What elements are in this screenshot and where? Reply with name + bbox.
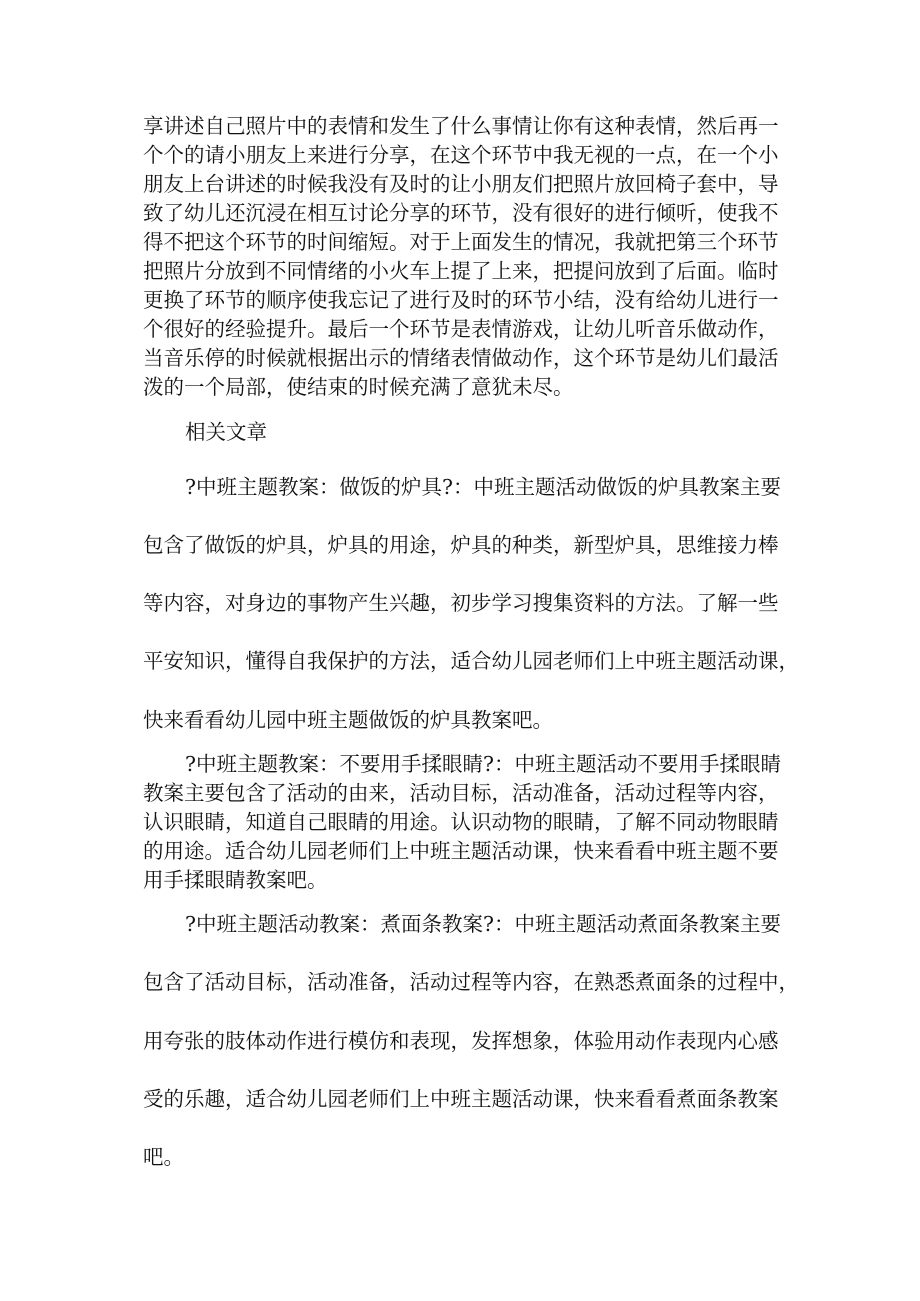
related-article-1-line: 快来看看幼儿园中班主题做饭的炉具教案吧。 [143,708,553,732]
related-article-3-line: 受的乐趣，适合幼儿园老师们上中班主题活动课，快来看看煮面条教案 [143,1087,779,1111]
related-article-2-line: 的用途。适合幼儿园老师们上中班主题活动课，快来看看中班主题不要 [143,839,779,863]
related-article-2-line: 认识眼睛，知道自己眼睛的用途。认识动物的眼睛，了解不同动物眼睛 [143,810,779,834]
related-articles-heading: 相关文章 [185,420,267,444]
paragraph-1-line: 享讲述自己照片中的表情和发生了什么事情让你有这种表情，然后再一 [143,114,779,138]
related-article-3-line: ?中班主题活动教案：煮面条教案?：中班主题活动煮面条教案主要 [185,912,781,936]
paragraph-1-line: 个很好的经验提升。最后一个环节是表情游戏，让幼儿听音乐做动作， [143,317,779,341]
related-article-2-line: ?中班主题教案：不要用手揉眼睛?：中班主题活动不要用手揉眼睛 [185,752,781,776]
related-article-1-line: 平安知识，懂得自我保护的方法，适合幼儿园老师们上中班主题活动课， [143,649,799,673]
related-article-2-line: 教案主要包含了活动的由来，活动目标，活动准备，活动过程等内容， [143,781,779,805]
related-article-2-line: 用手揉眼睛教案吧。 [143,868,328,892]
paragraph-1-line: 泼的一个局部，使结束的时候充满了意犹未尽。 [143,375,574,399]
paragraph-1-line: 朋友上台讲述的时候我没有及时的让小朋友们把照片放回椅子套中，导 [143,172,779,196]
paragraph-1-line: 更换了环节的顺序使我忘记了进行及时的环节小结，没有给幼儿进行一 [143,288,779,312]
paragraph-1-line: 个个的请小朋友上来进行分享，在这个环节中我无视的一点，在一个小 [143,143,779,167]
related-article-1-line: ?中班主题教案：做饭的炉具?：中班主题活动做饭的炉具教案主要 [185,475,781,499]
related-article-3-line: 包含了活动目标，活动准备，活动过程等内容，在熟悉煮面条的过程中， [143,970,799,994]
related-article-3-line: 用夸张的肢体动作进行模仿和表现，发挥想象，体验用动作表现内心感 [143,1029,779,1053]
related-article-1-line: 等内容，对身边的事物产生兴趣，初步学习搜集资料的方法。了解一些 [143,591,779,615]
paragraph-1-line: 把照片分放到不同情绪的小火车上提了上来，把提问放到了后面。临时 [143,259,779,283]
related-article-3-line: 吧。 [143,1145,184,1169]
related-article-1-line: 包含了做饭的炉具，炉具的用途，炉具的种类，新型炉具，思维接力棒 [143,533,779,557]
paragraph-1-line: 得不把这个环节的时间缩短。对于上面发生的情况，我就把第三个环节 [143,230,779,254]
paragraph-1-line: 当音乐停的时候就根据出示的情绪表情做动作，这个环节是幼儿们最活 [143,346,779,370]
paragraph-1-line: 致了幼儿还沉浸在相互讨论分享的环节，没有很好的进行倾听，使我不 [143,201,779,225]
